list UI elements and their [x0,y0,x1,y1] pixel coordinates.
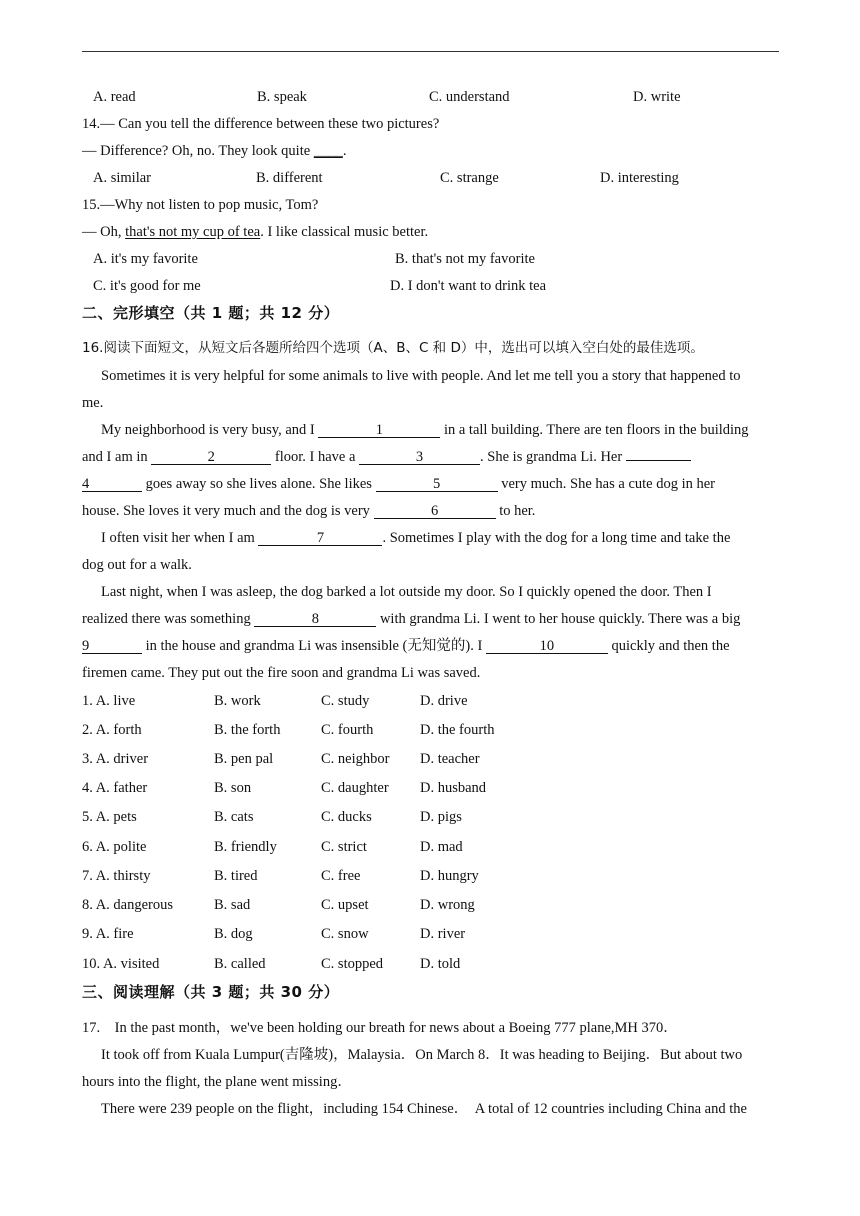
q14-option-c: C. strange [440,170,499,186]
q15-option-c: C. it's good for me [93,278,201,294]
option-8-d: D. wrong [420,897,475,913]
blank-4: 4 [82,477,142,492]
passage-line [82,502,535,520]
passage-line [82,475,715,493]
q15-option-d: D. I don't want to drink tea [390,278,547,294]
passage-text: My neighborhood is very busy, and I [101,422,319,438]
passage-line: Sometimes it is very helpful for some animals to live with people. And let me tell you a story that happened to [101,368,741,384]
option-7-a: 7. A. thirsty [82,868,151,884]
option-2-d: D. the fourth [420,722,495,738]
blank-3: 3 [359,450,480,465]
option-8-a: 8. A. dangerous [82,897,174,913]
q17-line: 17. In the past month，we've been holding our breath for news about a Boeing 777 plane,MH 370． [82,1020,678,1036]
option-4-b: B. son [214,780,252,796]
option-8-c: C. upset [321,897,369,913]
option-1-b: B. work [214,693,261,709]
blank-7: 7 [258,531,382,546]
q14-response [82,142,346,160]
blank-9: 9 [82,639,142,654]
blank-1: 1 [318,423,440,438]
passage-line [82,637,730,655]
passage-text: floor. I have a [271,449,360,465]
option-5-a: 5. A. pets [82,809,137,825]
q17-line: It took off from Kuala Lumpur(吉隆坡)，Malaysia．On March 8．It was heading to Beijing．But about two [101,1047,743,1063]
blank-2: 2 [151,450,271,465]
q15-response [82,223,428,241]
passage-text: with grandma Li. I went to her house quickly. There was a big [376,611,741,627]
option-10-c: C. stopped [321,956,384,972]
option-4-a: 4. A. father [82,780,148,796]
passage-text: in the house and grandma Li was insensible (无知觉的). I [142,638,486,654]
passage-text: . She is grandma Li. Her [480,449,626,465]
q13-option-d: D. write [633,89,681,105]
option-9-a: 9. A. fire [82,926,134,942]
q14-response-text: — Difference? Oh, no. They look quite [82,143,314,159]
option-3-c: C. neighbor [321,751,390,767]
option-3-a: 3. A. driver [82,751,149,767]
option-4-d: D. husband [420,780,487,796]
option-6-c: C. strict [321,839,367,855]
section-title-reading: 三、阅读理解（共 3 题；共 30 分） [82,983,340,1001]
option-9-b: B. dog [214,926,253,942]
option-4-c: C. daughter [321,780,389,796]
option-1-a: 1. A. live [82,693,136,709]
q14-blank: ____ [313,143,343,159]
q13-option-b: B. speak [257,89,307,105]
option-2-b: B. the forth [214,722,281,738]
option-2-c: C. fourth [321,722,374,738]
q17-line: There were 239 people on the flight，including 154 Chinese． A total of 12 countries including China and the [101,1101,747,1117]
passage-line [82,448,691,466]
q14-question: 14.— Can you tell the difference between these two pictures? [82,116,440,132]
q15-option-b: B. that's not my favorite [395,251,535,267]
passage-text: house. She loves it very much and the dog is very [82,503,374,519]
q16-instruction: 16.阅读下面短文，从短文后各题所给四个选项（A、B、C 和 D）中，选出可以填入空白处的最佳选项。 [82,340,704,356]
passage-text: realized there was something [82,611,255,627]
option-9-c: C. snow [321,926,369,942]
blank-10: 10 [486,639,608,654]
q14-option-b: B. different [256,170,323,186]
q15-response-text: — Oh, [82,224,126,240]
option-8-b: B. sad [214,897,251,913]
q13-option-a: A. read [93,89,136,105]
passage-line: me. [82,395,104,411]
passage-line [101,421,749,439]
passage-text: I often visit her when I am [101,530,259,546]
option-7-c: C. free [321,868,361,884]
passage-text: in a tall building. There are ten floors in the building [440,422,749,438]
q15-response-end: . I like classical music better. [260,224,429,240]
option-5-b: B. cats [214,809,254,825]
blank-6: 6 [374,504,496,519]
option-3-b: B. pen pal [214,751,274,767]
passage-line: Last night, when I was asleep, the dog barked a lot outside my door. So I quickly opened the door. Then I [101,584,712,600]
passage-text: and I am in [82,449,152,465]
passage-text: to her. [495,503,536,519]
q15-question: 15.—Why not listen to pop music, Tom? [82,197,319,213]
option-7-d: D. hungry [420,868,479,884]
passage-line: dog out for a walk. [82,557,192,573]
option-6-a: 6. A. polite [82,839,147,855]
q14-response-end: . [342,143,347,159]
passage-text: . Sometimes I play with the dog for a long time and take the [382,530,731,546]
option-1-d: D. drive [420,693,468,709]
option-5-c: C. ducks [321,809,372,825]
q15-option-a: A. it's my favorite [93,251,198,267]
option-1-c: C. study [321,693,370,709]
section-title-cloze: 二、完形填空（共 1 题；共 12 分） [82,304,340,322]
option-5-d: D. pigs [420,809,462,825]
passage-line [82,610,740,628]
blank-5: 5 [376,477,498,492]
passage-text: goes away so she lives alone. She likes [142,476,376,492]
option-3-d: D. teacher [420,751,480,767]
option-7-b: B. tired [214,868,258,884]
option-6-b: B. friendly [214,839,277,855]
q17-line: hours into the flight, the plane went missing． [82,1074,352,1090]
option-10-a: 10. A. visited [82,956,160,972]
header-rule [82,51,779,52]
blank-4-start [626,460,691,461]
option-2-a: 2. A. forth [82,722,142,738]
passage-line: firemen came. They put out the fire soon and grandma Li was saved. [82,665,481,681]
q14-option-a: A. similar [93,170,151,186]
q14-option-d: D. interesting [600,170,679,186]
option-6-d: D. mad [420,839,463,855]
passage-text: quickly and then the [607,638,730,654]
option-10-d: D. told [420,956,461,972]
q13-option-c: C. understand [429,89,510,105]
blank-8: 8 [254,612,376,627]
option-9-d: D. river [420,926,466,942]
q15-underlined-phrase: that's not my cup of tea [125,224,261,240]
passage-text: very much. She has a cute dog in her [497,476,716,492]
option-10-b: B. called [214,956,266,972]
passage-line [101,529,730,547]
